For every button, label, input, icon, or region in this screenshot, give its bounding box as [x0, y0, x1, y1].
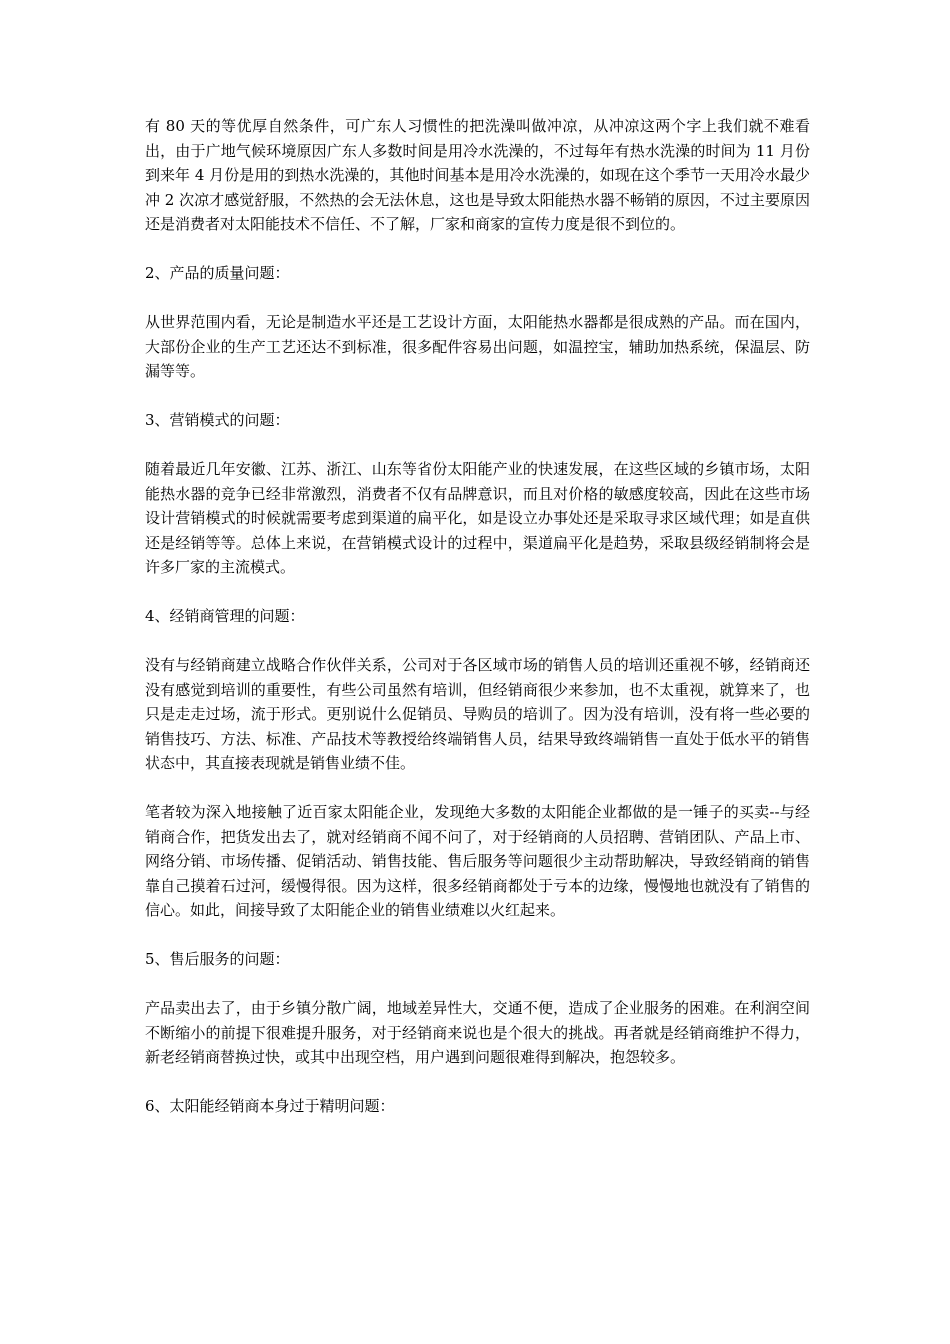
heading-product-quality: 2、产品的质量问题：: [145, 264, 290, 282]
heading-dealer-shrewdness: 6、太阳能经销商本身过于精明问题：: [145, 1097, 395, 1115]
document-body: [145, 114, 810, 1143]
paragraph-product-quality: 从世界范围内看，无论是制造水平还是工艺设计方面，太阳能热水器都是很成熟的产品。而在国内，大部份企业的生产工艺还达不到标准，很多配件容易出问题，如温控宝，辅助加热系统，保温层、防漏等等。: [145, 313, 810, 380]
heading-after-sales: 5、售后服务的问题：: [145, 950, 290, 968]
paragraph-after-sales: 产品卖出去了，由于乡镇分散广阔，地域差异性大，交通不便，造成了企业服务的困难。在利润空间不断缩小的前提下很难提升服务，对于经销商来说也是个很大的挑战。再者就是经销商维护不得力，新老经销商替换过快，或其中出现空档，用户遇到问题很难得到解决，抱怨较多。: [145, 999, 810, 1066]
heading-dealer-management: 4、经销商管理的问题：: [145, 607, 305, 625]
paragraph-marketing-model: 随着最近几年安徽、江苏、浙江、山东等省份太阳能产业的快速发展，在这些区域的乡镇市场，太阳能热水器的竞争已经非常激烈，消费者不仅有品牌意识，而且对价格的敏感度较高，因此在这些市场设计营销模式的时候就需要考虑到渠道的扁平化，如是设立办事处还是采取寻求区域代理；如是直供还是经销等等。总体上来说，在营销模式设计的过程中，渠道扁平化是趋势，采取县级经销制将会是许多厂家的主流模式。: [145, 460, 810, 576]
paragraph-dealer-cooperation: 笔者较为深入地接触了近百家太阳能企业，发现绝大多数的太阳能企业都做的是一锤子的买卖--与经销商合作，把货发出去了，就对经销商不闻不问了，对于经销商的人员招聘、营销团队、产品上市、网络分销、市场传播、促销活动、销售技能、售后服务等问题很少主动帮助解决，导致经销商的销售靠自己摸着石过河，缓慢得很。因为这样，很多经销商都处于亏本的边缘，慢慢地也就没有了销售的信心。如此，间接导致了太阳能企业的销售业绩难以火红起来。: [145, 803, 810, 919]
paragraph-climate: 有 80 天的等优厚自然条件，可广东人习惯性的把洗澡叫做冲凉，从冲凉这两个字上我们就不难看出，由于广地气候环境原因广东人多数时间是用冷水洗澡的，不过每年有热水洗澡的时间为 11 月份到来年 4 月份是用的到热水洗澡的，其他时间基本是用冷水洗澡的，如现在这个季节一天用冷水最少冲 2 次凉才感觉舒服，不然热的会无法休息，这也是导致太阳能热水器不畅销的原因，不过主要原因还是消费者对太阳能技术不信任、不了解，厂家和商家的宣传力度是很不到位的。: [145, 117, 810, 233]
paragraph-dealer-training: 没有与经销商建立战略合作伙伴关系，公司对于各区域市场的销售人员的培训还重视不够，经销商还没有感觉到培训的重要性，有些公司虽然有培训，但经销商很少来参加，也不太重视，就算来了，也只是走走过场，流于形式。更别说什么促销员、导购员的培训了。因为没有培训，没有将一些必要的销售技巧、方法、标准、产品技术等教授给终端销售人员，结果导致终端销售一直处于低水平的销售状态中，其直接表现就是销售业绩不佳。: [145, 656, 810, 772]
heading-marketing-model: 3、营销模式的问题：: [145, 411, 290, 429]
